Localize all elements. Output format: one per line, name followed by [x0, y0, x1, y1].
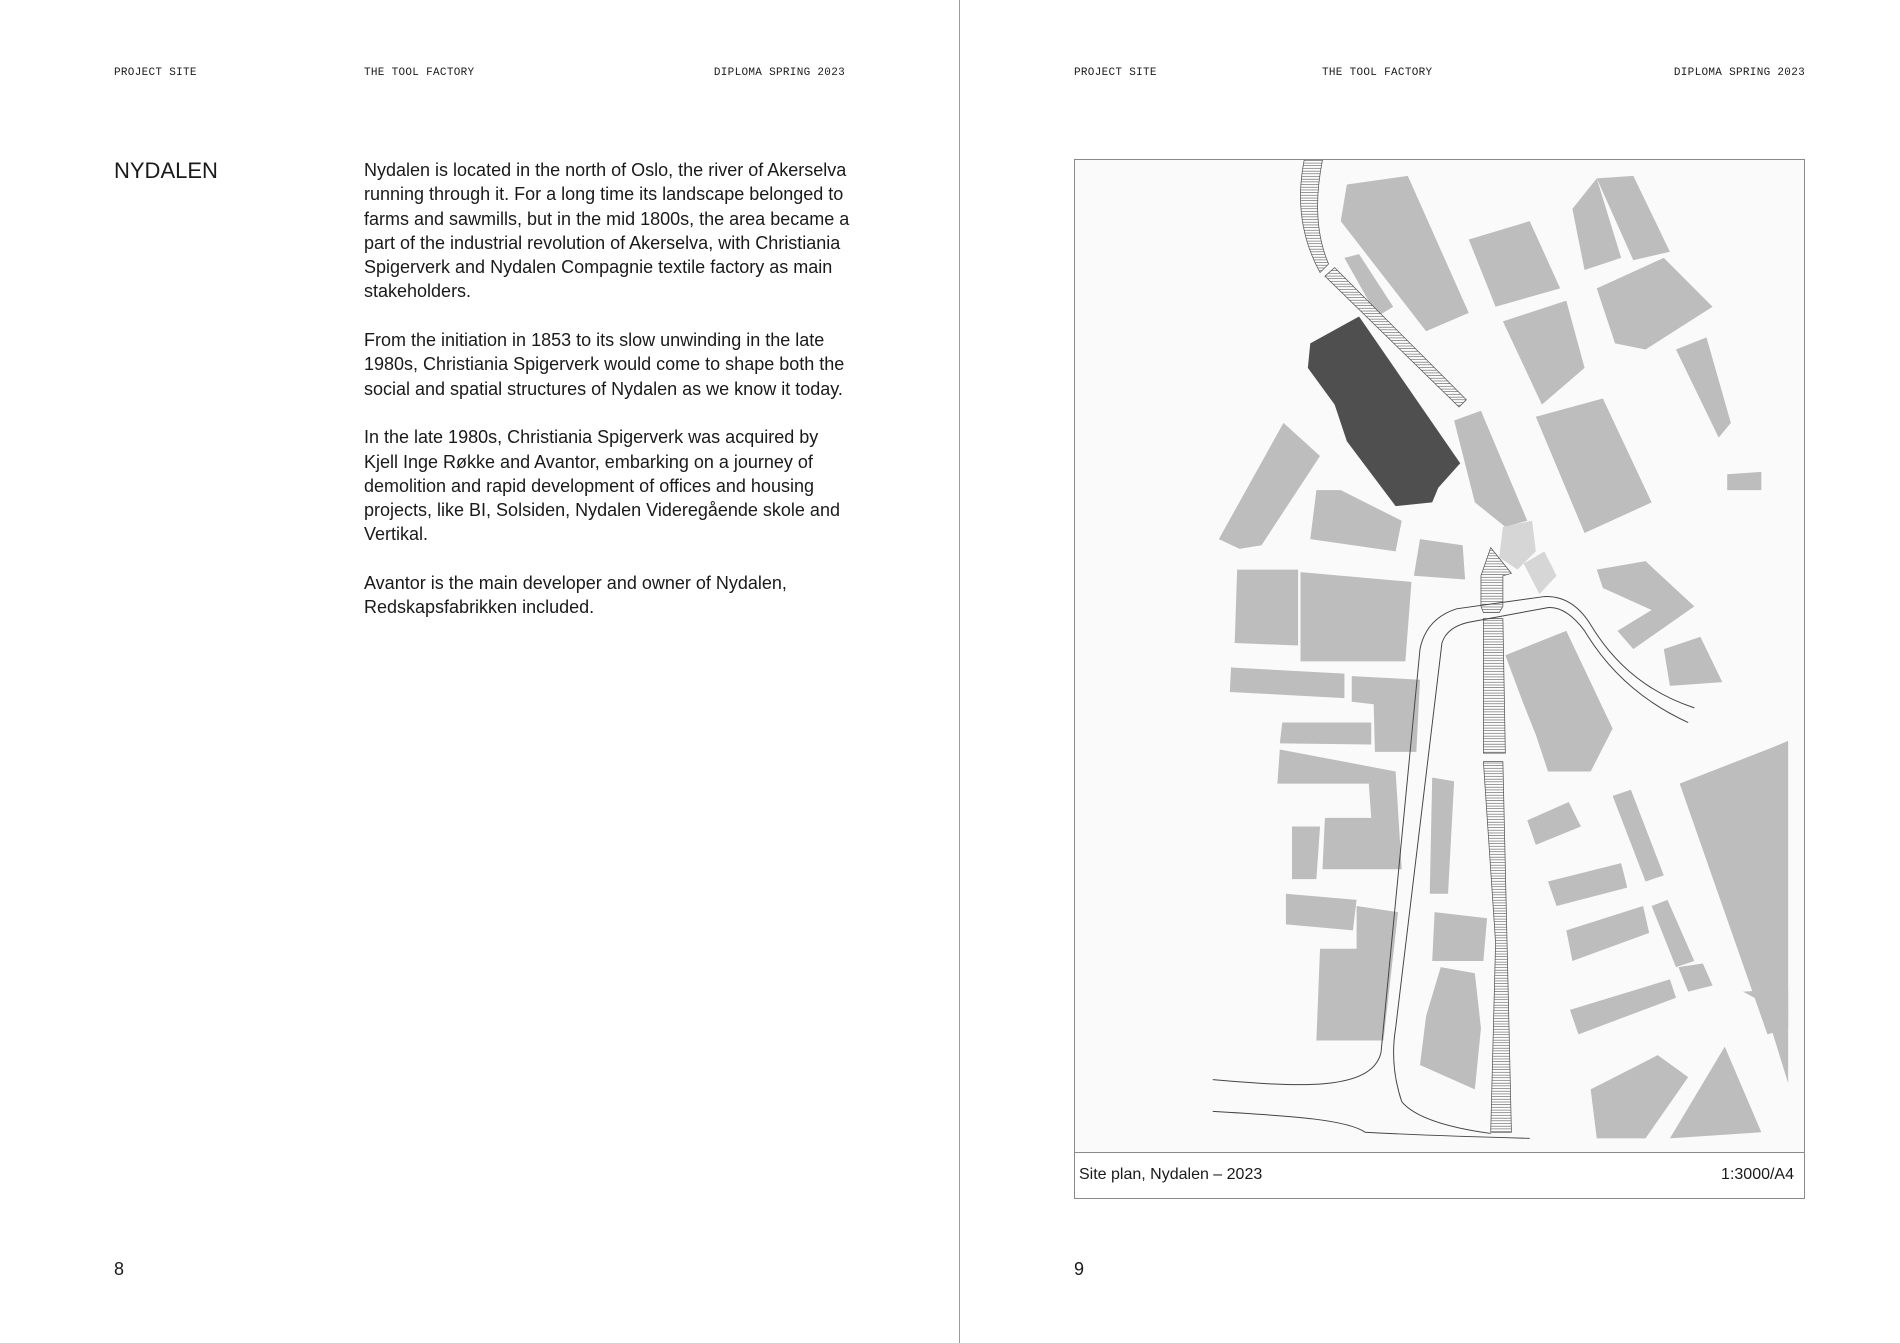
header-project: THE TOOL FACTORY: [1322, 67, 1433, 79]
figure-caption-bar: [1075, 1152, 1804, 1198]
site-plan-map: [1075, 160, 1804, 1153]
site-building-tool-factory: [1308, 317, 1460, 507]
body-text: [364, 158, 854, 644]
site-plan-figure: [1074, 159, 1805, 1199]
header-section: PROJECT SITE: [1074, 67, 1157, 79]
page-number: 9: [1074, 1259, 1085, 1279]
figure-caption: Site plan, Nydalen – 2023: [1079, 1166, 1263, 1183]
page-number: 8: [114, 1259, 125, 1279]
section-title: NYDALEN: [114, 158, 218, 183]
paragraph: Avantor is the main developer and owner of Nydalen, Redskapsfabrikken included.: [364, 573, 787, 618]
header-section: PROJECT SITE: [114, 67, 197, 79]
header-course: DIPLOMA SPRING 2023: [713, 67, 845, 79]
header-project: THE TOOL FACTORY: [364, 67, 475, 79]
page-spine-divider: [959, 0, 960, 1343]
paragraph: From the initiation in 1853 to its slow unwinding in the late 1980s, Christiania Spigerverk would come to shape both the social and spatial structures of Nydalen as we know it today.: [364, 330, 845, 399]
light-buildings: [1499, 521, 1556, 594]
paragraph: In the late 1980s, Christiania Spigerverk was acquired by Kjell Inge Røkke and Avantor, embarking on a journey of demolition and rapid development of offices and housing projects, like BI, Solsiden, Nydalen Videregående skole and Vertikal.: [364, 427, 840, 545]
paragraph: Nydalen is located in the north of Oslo, the river of Akerselva running through it. For a long time its landscape belonged to farms and sawmills, but in the mid 1800s, the area became a part of the industrial revolution of Akerselva, with Christiania Spigerverk and Nydalen Compagnie textile factory as main stakeholders.: [364, 160, 850, 302]
header-course: DIPLOMA SPRING 2023: [1673, 67, 1805, 79]
figure-scale: 1:3000/A4: [1721, 1166, 1794, 1183]
